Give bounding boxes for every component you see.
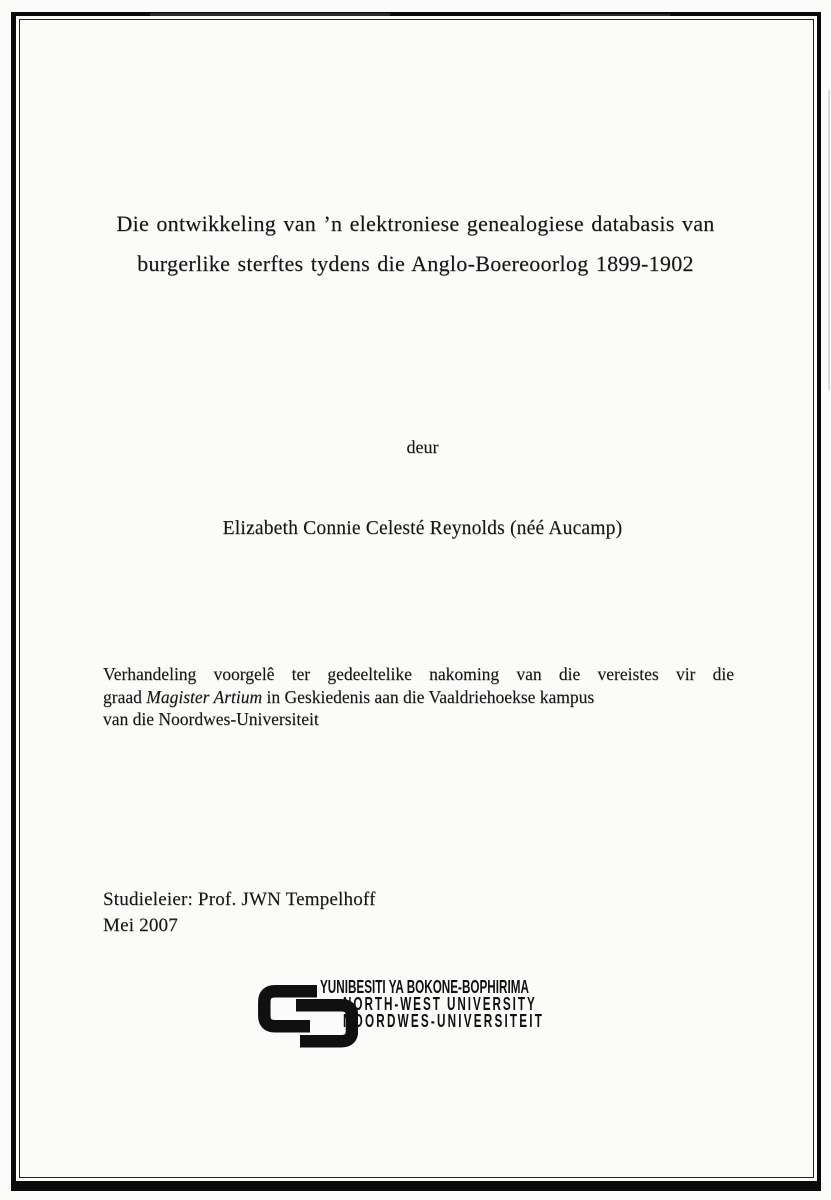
scan-noise	[828, 90, 830, 390]
scan-noise	[150, 13, 390, 16]
university-logo	[258, 975, 588, 1055]
submission-line3: van die Noordwes-Universiteit	[103, 709, 319, 730]
submission-line2-prefix: graad	[103, 686, 147, 707]
submission-line2	[103, 686, 734, 709]
byline-preposition: deur	[406, 437, 439, 457]
supervisor-line: Studieleier: Prof. JWN Tempelhoff	[103, 889, 376, 910]
author-name: Elizabeth Connie Celesté Reynolds (néé Aucamp)	[222, 518, 623, 539]
thesis-title	[60, 204, 771, 284]
university-logo-text	[320, 979, 652, 1031]
university-name-setswana: YUNIBESITI YA BOKONE-BOPHIRIMA	[320, 977, 529, 997]
submission-statement	[103, 663, 734, 731]
date-line: Mei 2007	[103, 914, 178, 936]
thesis-title-line2: burgerlike sterftes tydens die Anglo-Boereoorlog 1899-1902	[137, 251, 694, 276]
degree-name: Magister Artium	[146, 686, 263, 707]
imprint-block	[103, 887, 376, 938]
university-name-afrikaans: NOORDWES-UNIVERSITEIT	[343, 1011, 545, 1032]
submission-line1: Verhandeling voorgelê ter gedeeltelike nakoming van die vereistes vir die	[103, 664, 734, 684]
thesis-title-line1: Die ontwikkeling van ’n elektroniese genealogiese databasis van	[116, 211, 715, 236]
submission-line2-suffix: in Geskiedenis aan die Vaaldriehoekse kampus	[262, 686, 595, 707]
university-name-english: NORTH-WEST UNIVERSITY	[343, 994, 537, 1015]
scan-noise	[560, 14, 670, 16]
